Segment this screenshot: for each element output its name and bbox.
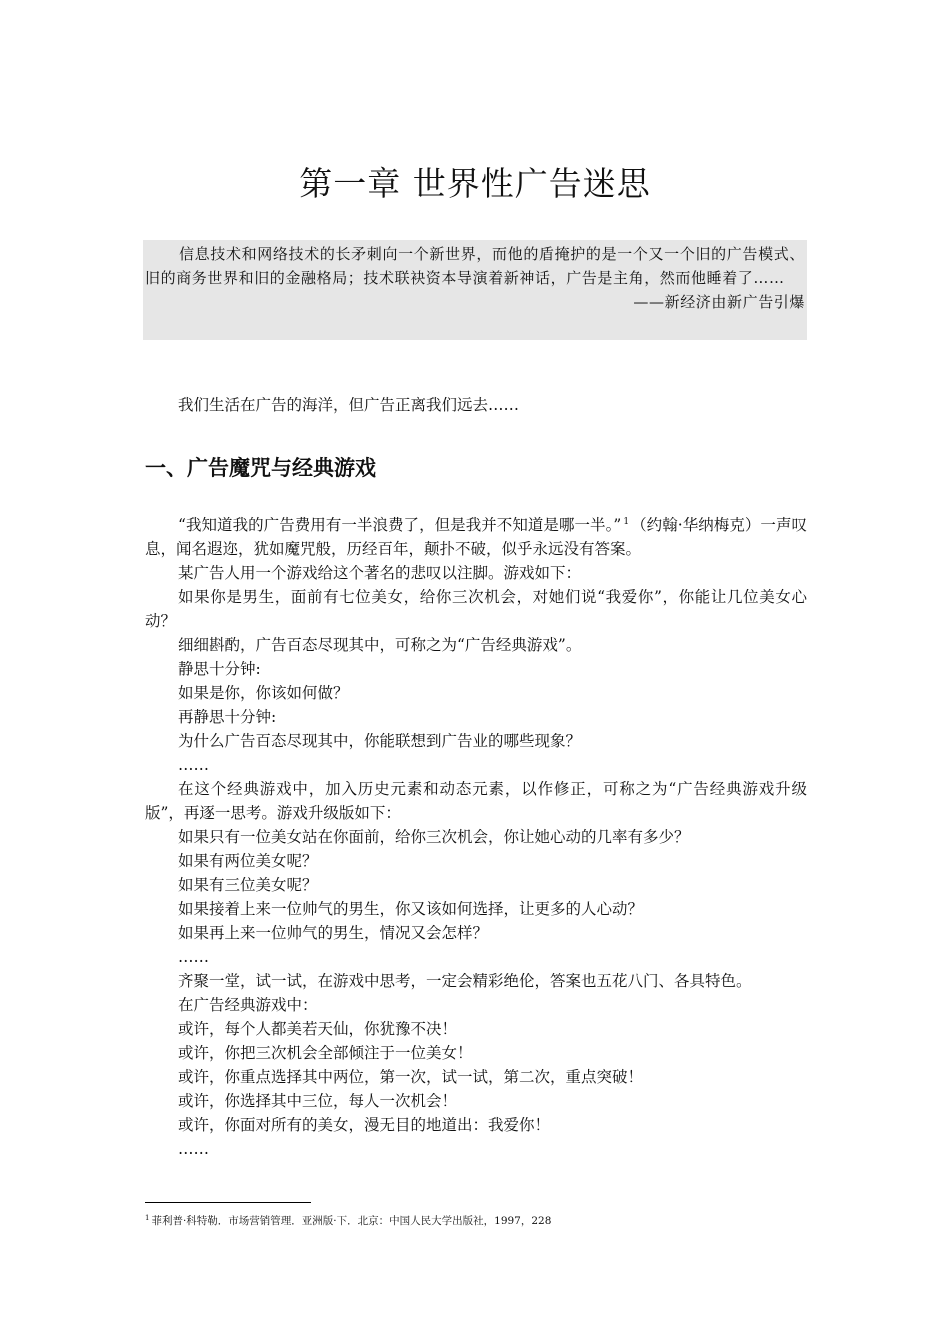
paragraph: 或许，你重点选择其中两位，第一次，试一试，第二次，重点突破！ [178, 1068, 644, 1086]
paragraph: 细细斟酌，广告百态尽现其中，可称之为“广告经典游戏”。 [178, 636, 582, 654]
ellipsis-line: …… [178, 1140, 209, 1158]
paragraph: 再静思十分钟: [178, 708, 277, 726]
intro-block [145, 393, 807, 417]
paragraph: 如果你是男生，面前有七位美女，给你三次机会，对她们说“我爱你”，你能让几位美女心动？ [145, 588, 807, 630]
paragraph: 某广告人用一个游戏给这个著名的悲叹以注脚。游戏如下： [178, 564, 582, 582]
paragraph: 如果只有一位美女站在你面前，给你三次机会，你让她心动的几率有多少？ [178, 828, 690, 846]
paragraph: 在广告经典游戏中： [178, 996, 318, 1014]
ellipsis-line: …… [178, 756, 209, 774]
paragraph: 为什么广告百态尽现其中，你能联想到广告业的哪些现象？ [178, 732, 582, 750]
paragraph: 齐聚一堂，试一试，在游戏中思考，一定会精彩绝伦，答案也五花八门、各具特色。 [178, 972, 752, 990]
footnote-reference[interactable]: 1 [623, 517, 630, 527]
footnote [145, 1213, 551, 1228]
paragraph-quote [145, 510, 807, 561]
footnote-divider [145, 1202, 311, 1203]
quote-text: “我知道我的广告费用有一半浪费了，但是我并不知道是哪一半。” [178, 516, 622, 534]
paragraph: 如果是你，你该如何做？ [178, 684, 349, 702]
footnote-text: 菲利普·科特勒．市场营销管理．亚洲版·下．北京：中国人民大学出版社，1997，228 [151, 1215, 552, 1227]
intro-paragraph: 我们生活在广告的海洋，但广告正离我们远去…… [178, 396, 520, 414]
paragraph: 如果有三位美女呢？ [178, 876, 318, 894]
paragraph: 如果再上来一位帅气的男生，情况又会怎样？ [178, 924, 489, 942]
paragraph: 静思十分钟: [178, 660, 261, 678]
paragraph: 在这个经典游戏中，加入历史元素和动态元素，以作修正，可称之为“广告经典游戏升级版”，再逐一思考。游戏升级版如下： [145, 780, 807, 822]
paragraph: 或许，你面对所有的美女，漫无目的地道出：我爱你！ [178, 1116, 551, 1134]
section-heading: 一、广告魔咒与经典游戏 [145, 456, 376, 480]
footnote-mark: 1 [145, 1214, 150, 1222]
epigraph-text: 信息技术和网络技术的长矛刺向一个新世界，而他的盾掩护的是一个又一个旧的广告模式、旧的商务世界和旧的金融格局；技术联袂资本导演着新神话，广告是主角，然而他睡着了…… [145, 245, 805, 287]
epigraph-box [143, 240, 807, 340]
quote-attribution: （约翰·华纳梅克）一声叹息，闻名遐迩，犹如魔咒般，历经百年，颠扑不破，似乎永远没有答案。 [145, 516, 807, 558]
paragraph: 或许，每个人都美若天仙，你犹豫不决！ [178, 1020, 458, 1038]
ellipsis-line: …… [178, 948, 209, 966]
paragraph: 如果有两位美女呢？ [178, 852, 318, 870]
chapter-title: 第一章 世界性广告迷思 [299, 164, 651, 203]
epigraph-source: ——新经济由新广告引爆 [633, 293, 805, 311]
paragraph: 如果接着上来一位帅气的男生，你又该如何选择，让更多的人心动？ [178, 900, 644, 918]
body-text [145, 510, 807, 1161]
paragraph: 或许，你选择其中三位，每人一次机会！ [178, 1092, 458, 1110]
paragraph: 或许，你把三次机会全部倾注于一位美女！ [178, 1044, 473, 1062]
